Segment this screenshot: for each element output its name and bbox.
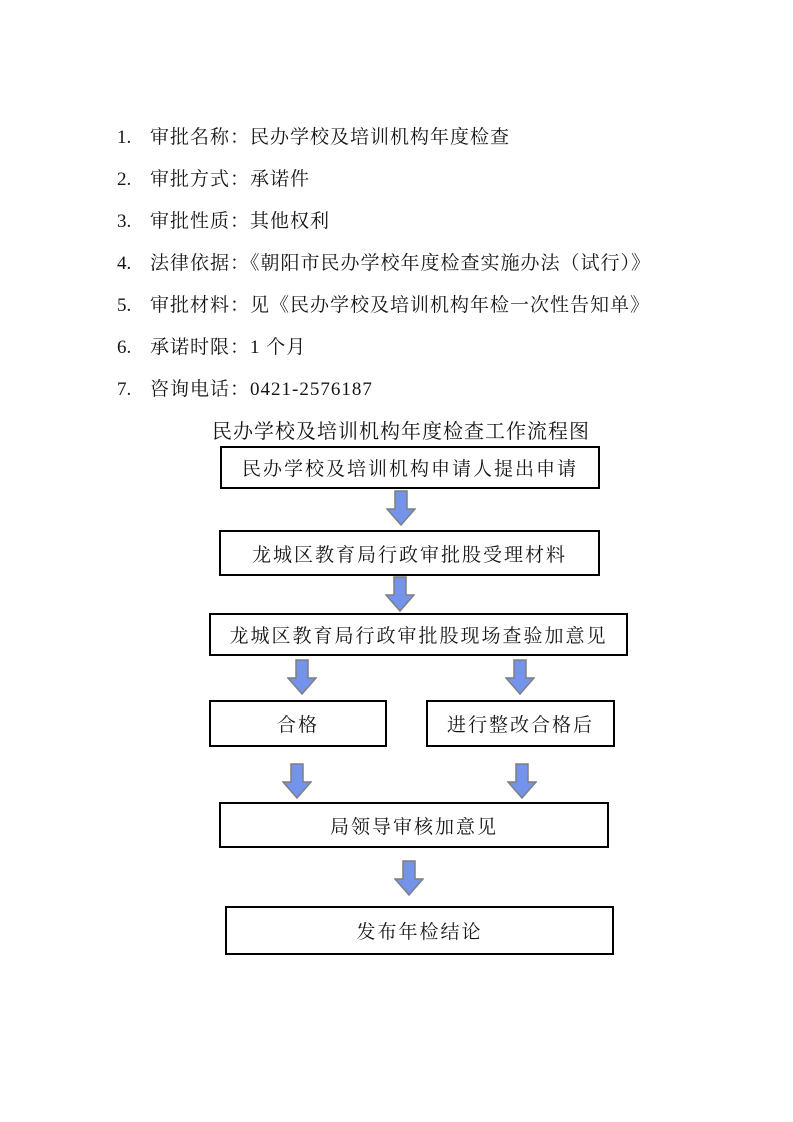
flow-node-accept-materials: 龙城区教育局行政审批股受理材料 bbox=[219, 530, 600, 576]
flow-node-site-inspection: 龙城区教育局行政审批股现场查验加意见 bbox=[209, 613, 628, 656]
item-number: 6. bbox=[117, 337, 132, 358]
down-arrow-icon bbox=[507, 763, 537, 799]
list-item-promise-time-limit bbox=[117, 327, 717, 369]
item-number: 1. bbox=[117, 127, 132, 148]
list-item-approval-name bbox=[117, 117, 717, 159]
item-number: 5. bbox=[117, 295, 132, 316]
approval-info-list bbox=[117, 117, 717, 411]
item-text: 承诺时限：1 个月 bbox=[150, 337, 307, 358]
down-arrow-icon bbox=[505, 659, 535, 695]
item-text: 审批材料：见《民办学校及培训机构年检一次性告知单》 bbox=[150, 295, 651, 316]
down-arrow-icon bbox=[282, 763, 312, 799]
down-arrow-icon bbox=[287, 659, 317, 695]
item-number: 3. bbox=[117, 211, 132, 232]
item-text: 法律依据：《朝阳市民办学校年度检查实施办法（试行）》 bbox=[150, 253, 652, 274]
list-item-approval-method bbox=[117, 159, 717, 201]
item-text: 审批性质：其他权利 bbox=[150, 211, 331, 232]
flow-node-leader-review: 局领导审核加意见 bbox=[219, 802, 609, 848]
list-item-approval-nature bbox=[117, 201, 717, 243]
item-text: 审批方式：承诺件 bbox=[150, 169, 311, 190]
down-arrow-icon bbox=[385, 576, 415, 612]
down-arrow-icon bbox=[386, 490, 416, 526]
flow-node-publish-result: 发布年检结论 bbox=[225, 906, 614, 955]
list-item-approval-materials bbox=[117, 285, 717, 327]
flow-node-rectify-qualified: 进行整改合格后 bbox=[426, 700, 615, 747]
flowchart-title: 民办学校及培训机构年度检查工作流程图 bbox=[212, 421, 590, 443]
item-number: 4. bbox=[117, 253, 132, 274]
flow-node-apply: 民办学校及培训机构申请人提出申请 bbox=[220, 446, 600, 489]
item-number: 7. bbox=[117, 379, 132, 400]
list-item-consultation-phone bbox=[117, 369, 717, 411]
item-text: 审批名称：民办学校及培训机构年度检查 bbox=[150, 127, 511, 148]
list-item-legal-basis bbox=[117, 243, 717, 285]
item-text: 咨询电话：0421-2576187 bbox=[150, 379, 373, 400]
item-number: 2. bbox=[117, 169, 132, 190]
flow-node-qualified: 合格 bbox=[209, 700, 387, 747]
down-arrow-icon bbox=[394, 860, 424, 896]
